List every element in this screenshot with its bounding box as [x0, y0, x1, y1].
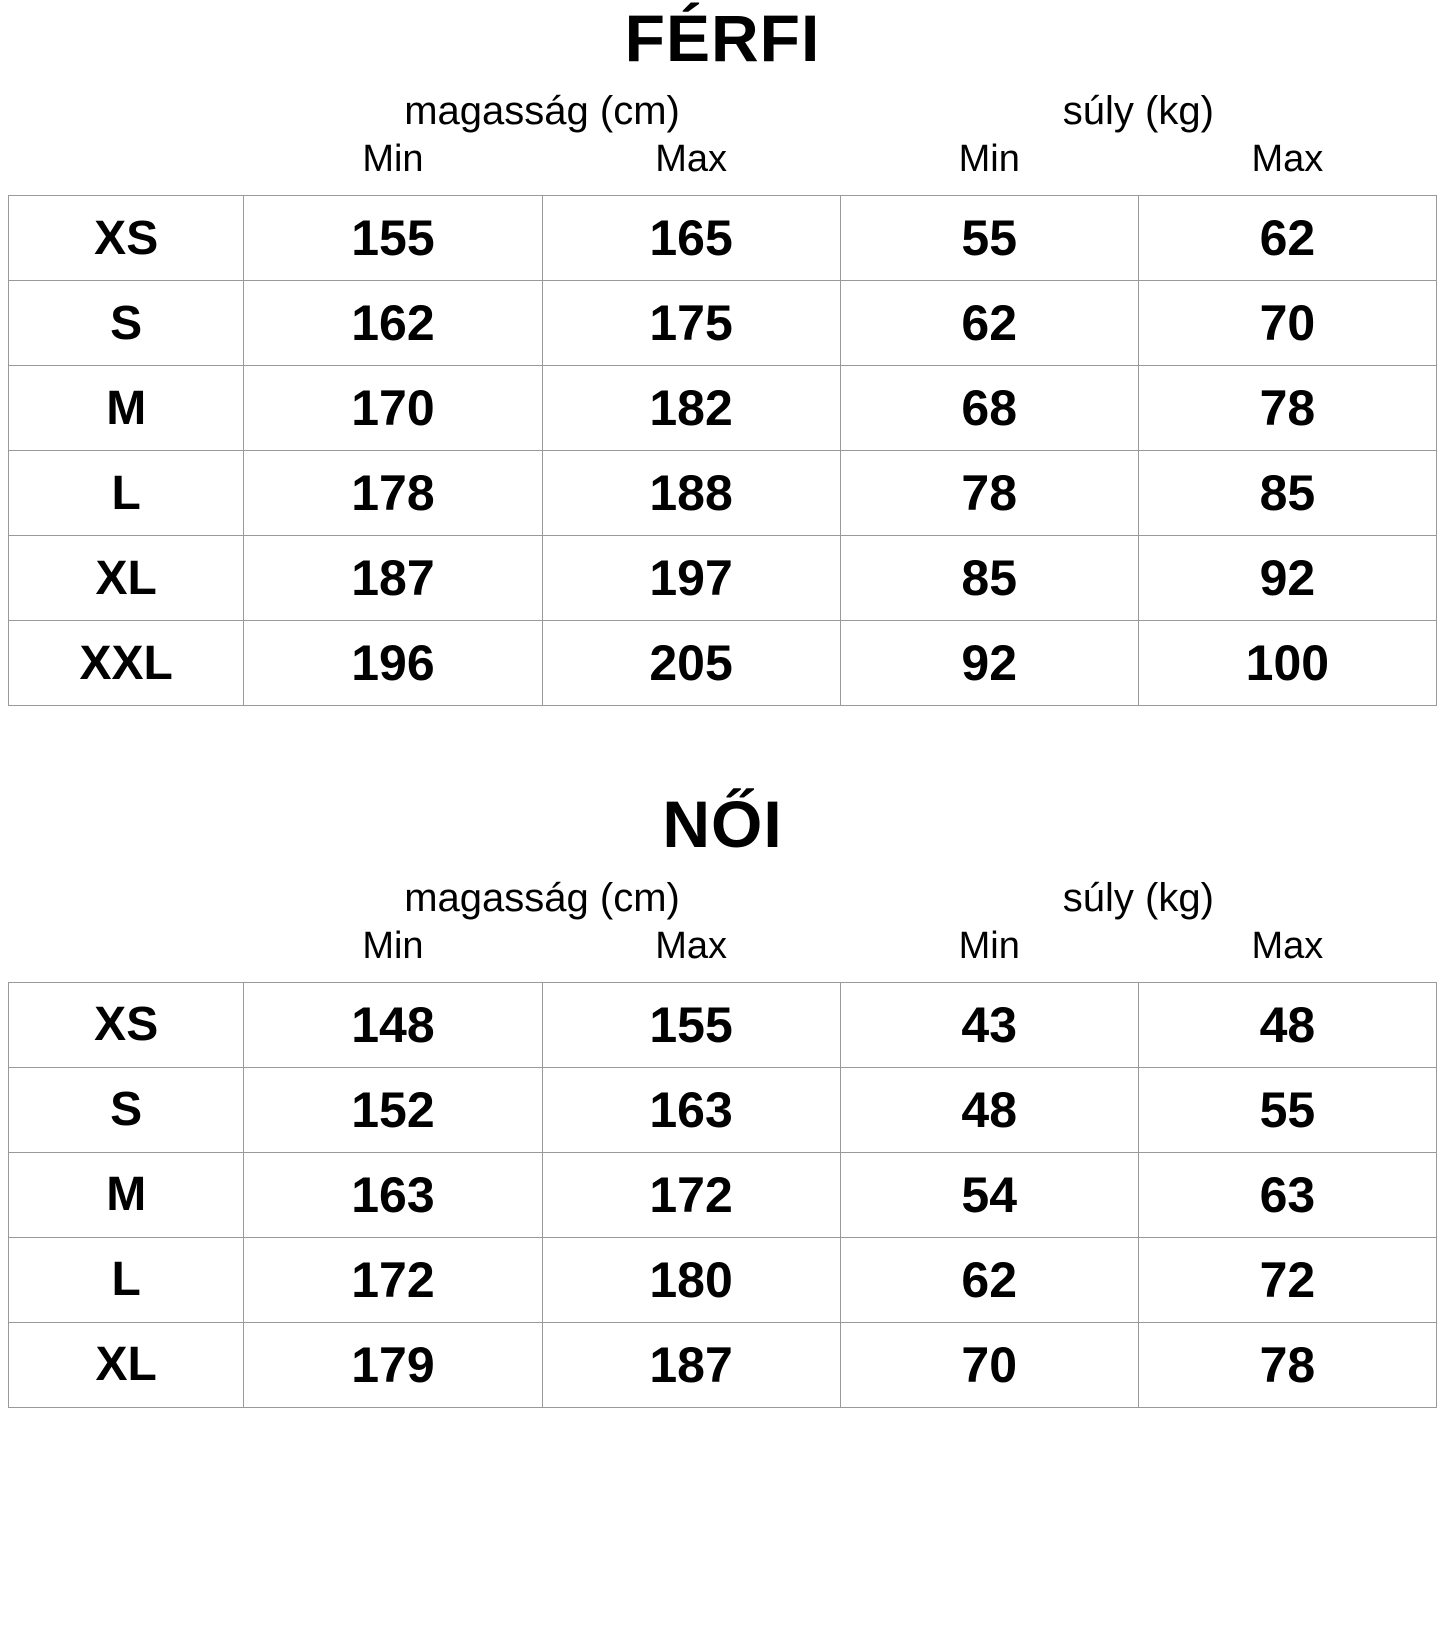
- cell-size: XXL: [9, 621, 244, 706]
- cell-weight-max: 48: [1138, 982, 1436, 1067]
- cell-height-max: 197: [542, 536, 840, 621]
- column-header-size: [9, 925, 244, 983]
- column-header-height-max: Max: [655, 138, 727, 181]
- cell-weight-min: 85: [840, 536, 1138, 621]
- cell-weight-min: 68: [840, 366, 1138, 451]
- cell-size: XL: [9, 536, 244, 621]
- cell-height-min: 155: [244, 196, 542, 281]
- cell-weight-max: 63: [1138, 1152, 1436, 1237]
- cell-height-max: 155: [542, 982, 840, 1067]
- section-divider-spacer: [8, 706, 1437, 768]
- section-men: [8, 0, 1437, 706]
- table-column-header-row: [9, 925, 1437, 983]
- cell-height-min: 172: [244, 1237, 542, 1322]
- cell-height-max: 163: [542, 1067, 840, 1152]
- cell-height-min: 170: [244, 366, 542, 451]
- cell-height-min: 163: [244, 1152, 542, 1237]
- cell-weight-max: 62: [1138, 196, 1436, 281]
- cell-weight-max: 70: [1138, 281, 1436, 366]
- cell-weight-max: 78: [1138, 1322, 1436, 1407]
- cell-weight-min: 70: [840, 1322, 1138, 1407]
- group-header-height: magasság (cm): [404, 875, 680, 920]
- table-row: [9, 366, 1437, 451]
- cell-weight-min: 48: [840, 1067, 1138, 1152]
- group-header-height: magasság (cm): [404, 89, 680, 134]
- cell-height-max: 188: [542, 451, 840, 536]
- cell-weight-min: 92: [840, 621, 1138, 706]
- column-header-weight-min: Min: [958, 924, 1020, 967]
- cell-weight-min: 55: [840, 196, 1138, 281]
- column-header-height-min: Min: [362, 924, 424, 967]
- cell-size: XL: [9, 1322, 244, 1407]
- cell-weight-min: 54: [840, 1152, 1138, 1237]
- cell-height-max: 205: [542, 621, 840, 706]
- cell-height-min: 179: [244, 1322, 542, 1407]
- group-header-weight: súly (kg): [1062, 875, 1214, 920]
- cell-height-min: 148: [244, 982, 542, 1067]
- table-row: [9, 621, 1437, 706]
- cell-size: L: [9, 451, 244, 536]
- column-header-size: [9, 138, 244, 196]
- cell-height-max: 175: [542, 281, 840, 366]
- column-header-weight-max: Max: [1251, 138, 1324, 181]
- column-header-height-max: Max: [655, 924, 727, 967]
- cell-weight-max: 78: [1138, 366, 1436, 451]
- cell-size: M: [9, 1152, 244, 1237]
- cell-weight-min: 62: [840, 281, 1138, 366]
- table-row: [9, 982, 1437, 1067]
- cell-height-max: 172: [542, 1152, 840, 1237]
- cell-weight-min: 43: [840, 982, 1138, 1067]
- cell-weight-max: 92: [1138, 536, 1436, 621]
- cell-height-max: 187: [542, 1322, 840, 1407]
- table-row: [9, 451, 1437, 536]
- table-group-header-row: [9, 73, 1437, 138]
- cell-size: S: [9, 1067, 244, 1152]
- page-title-women: NŐI: [662, 787, 783, 862]
- table-row: [9, 1322, 1437, 1407]
- page-title-men: FÉRFI: [624, 1, 821, 75]
- column-header-weight-max: Max: [1251, 924, 1324, 967]
- table-group-header-row: [9, 860, 1437, 925]
- cell-size: S: [9, 281, 244, 366]
- cell-size: XS: [9, 982, 244, 1067]
- cell-height-min: 178: [244, 451, 542, 536]
- size-table-women: [8, 860, 1437, 1408]
- cell-size: M: [9, 366, 244, 451]
- column-header-height-min: Min: [362, 138, 424, 181]
- table-row: [9, 1067, 1437, 1152]
- cell-weight-max: 100: [1138, 621, 1436, 706]
- cell-weight-max: 55: [1138, 1067, 1436, 1152]
- cell-height-min: 152: [244, 1067, 542, 1152]
- cell-size: XS: [9, 196, 244, 281]
- table-row: [9, 196, 1437, 281]
- cell-size: L: [9, 1237, 244, 1322]
- table-row: [9, 281, 1437, 366]
- table-row: [9, 536, 1437, 621]
- cell-weight-min: 78: [840, 451, 1138, 536]
- section-women: [8, 768, 1437, 1407]
- cell-height-min: 162: [244, 281, 542, 366]
- cell-height-max: 165: [542, 196, 840, 281]
- size-table-men: [8, 73, 1437, 706]
- group-header-blank: [9, 860, 244, 925]
- cell-height-min: 196: [244, 621, 542, 706]
- cell-weight-min: 62: [840, 1237, 1138, 1322]
- cell-weight-max: 85: [1138, 451, 1436, 536]
- cell-height-max: 182: [542, 366, 840, 451]
- table-row: [9, 1237, 1437, 1322]
- table-column-header-row: [9, 138, 1437, 196]
- table-row: [9, 1152, 1437, 1237]
- group-header-weight: súly (kg): [1062, 89, 1214, 134]
- group-header-blank: [9, 73, 244, 138]
- cell-height-max: 180: [542, 1237, 840, 1322]
- cell-weight-max: 72: [1138, 1237, 1436, 1322]
- cell-height-min: 187: [244, 536, 542, 621]
- column-header-weight-min: Min: [958, 138, 1020, 181]
